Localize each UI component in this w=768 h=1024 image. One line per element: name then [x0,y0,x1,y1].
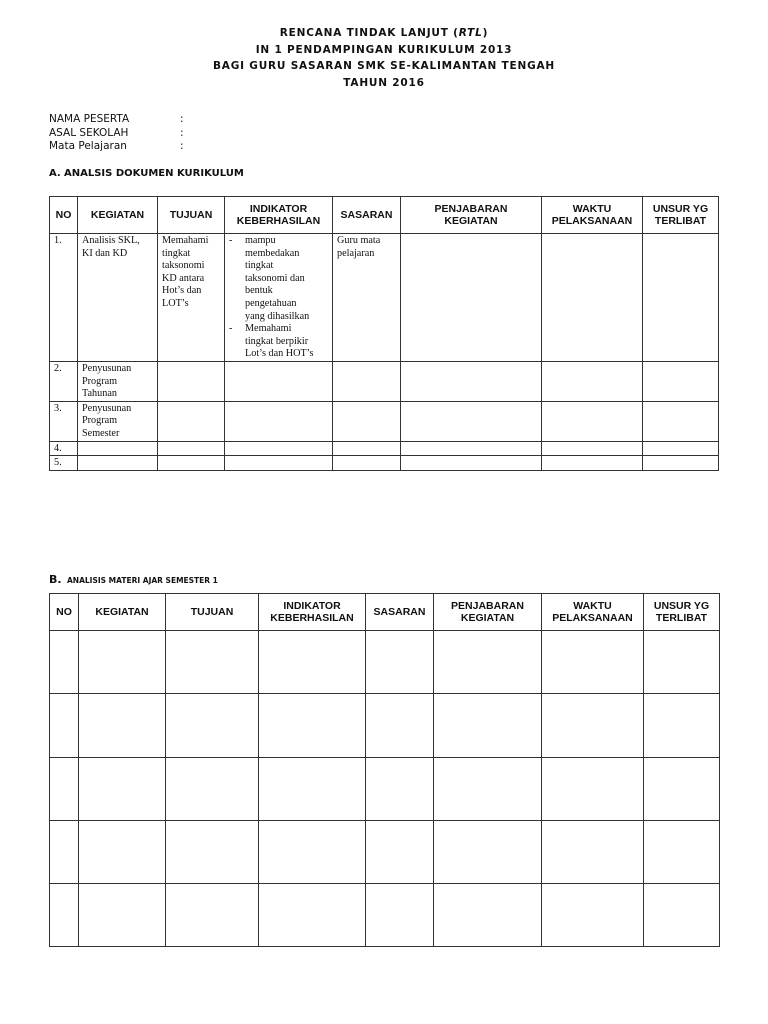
cell-waktu [542,234,643,362]
cell-sasaran [366,821,434,884]
cell-indikator [225,401,333,441]
cell-waktu [542,361,643,401]
cell-penjabaran [434,758,542,821]
header-unsur: UNSUR YG TERLIBAT [643,197,719,234]
header-sasaran: SASARAN [333,197,401,234]
cell-sasaran: Guru mata pelajaran [333,234,401,362]
cell-unsur [644,631,720,694]
section-a-title: ANALSIS DOKUMEN KURIKULUM [64,168,244,179]
cell-unsur [644,884,720,947]
cell-indikator [225,361,333,401]
info-colon: : [180,140,184,152]
header-no: NO [50,594,79,631]
title-line-2: IN 1 PENDAMPINGAN KURIKULUM 2013 [255,43,513,56]
indikator-item: - mampu membedakan tingkat taksonomi dan bentuk pengetahuan yang dihasilkan [229,235,310,322]
table-a-header-row [50,197,719,234]
cell-no: 3. [50,401,78,441]
cell-kegiatan [79,694,166,758]
cell-unsur [644,821,720,884]
table-analisis-materi [49,593,720,947]
section-b-heading [49,568,218,587]
cell-indikator [259,821,366,884]
cell-waktu [542,456,643,471]
cell-waktu [542,401,643,441]
cell-no [50,884,79,947]
info-colon: : [180,126,184,139]
cell-tujuan: Memahami tingkat taksonomi KD antara Hot’s dan LOT’s [158,234,225,362]
info-label: Mata Pelajaran [49,140,127,152]
cell-sasaran [333,441,401,456]
cell-tujuan [166,758,259,821]
cell-tujuan [158,361,225,401]
cell-penjabaran [401,441,542,456]
table-row [50,694,720,758]
header-kegiatan: KEGIATAN [78,197,158,234]
cell-penjabaran [401,234,542,362]
cell-kegiatan: Penyusunan Program Tahunan [78,361,158,401]
table-row [50,401,719,441]
cell-penjabaran [434,821,542,884]
cell-waktu [542,758,644,821]
cell-waktu [542,441,643,456]
header-unsur: UNSUR YG TERLIBAT [644,594,720,631]
table-row [50,441,719,456]
table-row [50,884,720,947]
cell-penjabaran [401,401,542,441]
title-line-4: TAHUN 2016 [343,76,425,89]
document-title [0,25,768,91]
section-a-heading [49,168,244,179]
cell-tujuan [166,631,259,694]
info-row-nama-peserta [49,113,184,127]
table-row [50,456,719,471]
info-colon: : [180,113,184,125]
cell-tujuan [158,441,225,456]
cell-unsur [644,758,720,821]
cell-indikator [259,631,366,694]
title-rtl: RTL [458,27,483,39]
cell-unsur [643,361,719,401]
participant-info [49,113,184,154]
title-line-3: BAGI GURU SASARAN SMK SE-KALIMANTAN TENGAH [212,60,556,72]
cell-no: 5. [50,456,78,471]
table-row [50,631,720,694]
info-row-asal-sekolah [49,127,184,141]
cell-unsur [643,456,719,471]
info-label: NAMA PESERTA [49,113,130,125]
cell-waktu [542,821,644,884]
header-waktu: WAKTU PELAKSANAAN [542,197,643,234]
cell-sasaran [333,456,401,471]
cell-indikator [259,884,366,947]
cell-penjabaran [434,884,542,947]
cell-sasaran [366,694,434,758]
table-row [50,821,720,884]
cell-tujuan [158,401,225,441]
cell-unsur [644,694,720,758]
cell-waktu [542,694,644,758]
cell-kegiatan [79,631,166,694]
table-b-header-row [50,594,720,631]
cell-unsur [643,234,719,362]
cell-penjabaran [401,456,542,471]
cell-indikator [259,758,366,821]
info-row-mata-pelajaran [49,140,184,154]
header-waktu: WAKTU PELAKSANAAN [542,594,644,631]
cell-sasaran [366,758,434,821]
cell-no: 2. [50,361,78,401]
cell-sasaran [366,884,434,947]
cell-kegiatan [79,821,166,884]
table-row [50,361,719,401]
table-analisis-dokumen [49,196,719,471]
cell-no: 1. [50,234,78,362]
cell-kegiatan [78,456,158,471]
header-tujuan: TUJUAN [166,594,259,631]
header-penjabaran: PENJABARAN KEGIATAN [434,594,542,631]
cell-waktu [542,631,644,694]
section-b-title: ANALISIS MATERI AJAR SEMESTER 1 [67,576,218,585]
cell-kegiatan: Analisis SKL, KI dan KD [78,234,158,362]
cell-indikator [225,456,333,471]
cell-sasaran [333,401,401,441]
cell-tujuan [158,456,225,471]
cell-penjabaran [434,631,542,694]
cell-no [50,821,79,884]
cell-indikator [259,694,366,758]
cell-waktu [542,884,644,947]
header-tujuan: TUJUAN [158,197,225,234]
cell-tujuan [166,821,259,884]
header-kegiatan: KEGIATAN [79,594,166,631]
cell-unsur [643,401,719,441]
header-penjabaran: PENJABARAN KEGIATAN [401,197,542,234]
table-row [50,234,719,362]
cell-kegiatan [79,884,166,947]
cell-tujuan [166,694,259,758]
cell-tujuan [166,884,259,947]
indikator-item: - Memahami tingkat berpikir Lot’s dan HOT’s [229,323,314,360]
cell-indikator [225,441,333,456]
header-indikator: INDIKATOR KEBERHASILAN [259,594,366,631]
cell-sasaran [333,361,401,401]
title-line-1: RENCANA TINDAK LANJUT (RTL) [279,27,489,39]
cell-no [50,758,79,821]
cell-indikator [225,234,333,362]
cell-kegiatan [79,758,166,821]
cell-unsur [643,441,719,456]
header-no: NO [50,197,78,234]
info-label: ASAL SEKOLAH [49,126,129,139]
section-b-letter: B. [49,573,62,586]
cell-no [50,694,79,758]
table-row [50,758,720,821]
cell-sasaran [366,631,434,694]
section-a-letter: A. [49,168,61,179]
cell-penjabaran [434,694,542,758]
cell-kegiatan [78,441,158,456]
cell-penjabaran [401,361,542,401]
cell-no [50,631,79,694]
cell-kegiatan: Penyusunan Program Semester [78,401,158,441]
cell-no: 4. [50,441,78,456]
header-sasaran: SASARAN [366,594,434,631]
header-indikator: INDIKATOR KEBERHASILAN [225,197,333,234]
